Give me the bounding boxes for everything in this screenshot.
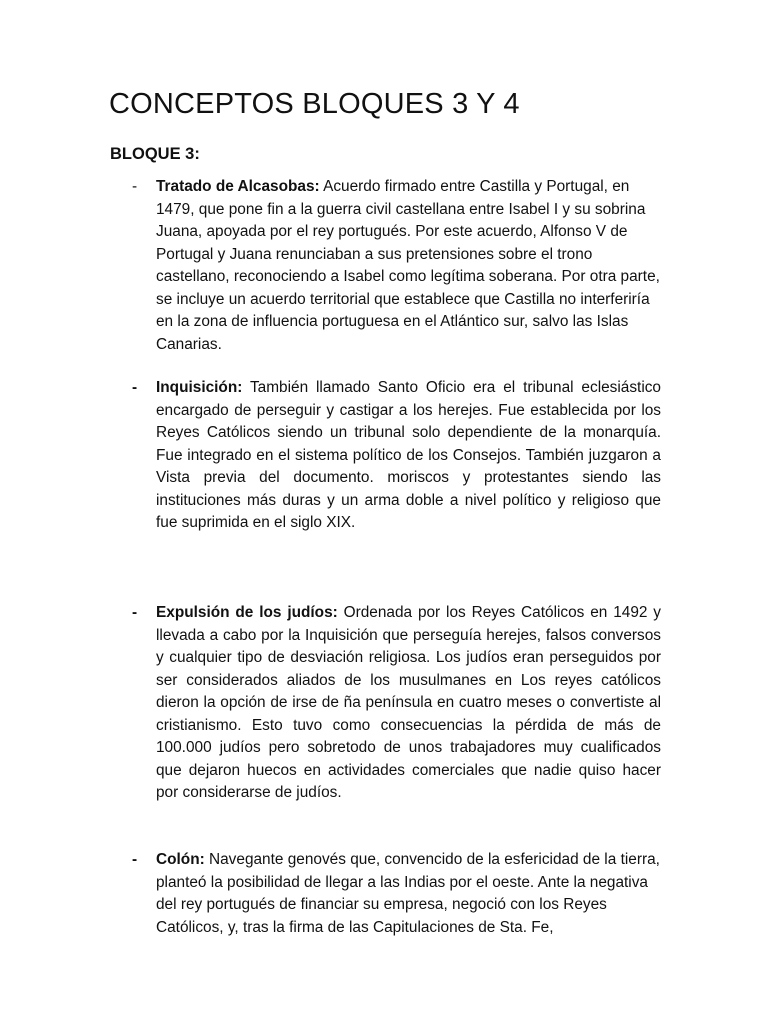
term-definition: También llamado Santo Oficio era el tribunal eclesiástico encargado de perseguir y castigar a los herejes. Fue establecida por los Reyes Católicos siendo un tribunal solo dependiente de la monarquía. Fue integrado en el sistema político de los Consejos. También juzgaron a Vista previa del documento. moriscos y protestantes siendo las instituciones más duras y un arma doble a nivel político y religioso que fue suprimida en el siglo XIX. xyxy=(156,379,661,531)
term-label: Inquisición: xyxy=(156,379,243,396)
list-item-expulsion-judios xyxy=(132,602,661,805)
list-bullet: - xyxy=(132,178,138,195)
list-item-inquisicion xyxy=(132,377,661,535)
term-definition: Navegante genovés que, convencido de la esfericidad de la tierra, planteó la posibilidad de llegar a las Indias por el oeste. Ante la negativa del rey portugués de financiar su empresa, negoció con los Reyes Católicos, y, tras la firma de las Capitulaciones de Sta. Fe, xyxy=(156,851,660,936)
section-heading: BLOQUE 3: xyxy=(110,145,200,163)
list-item-colon xyxy=(132,849,661,939)
term-label: Expulsión de los judíos: xyxy=(156,604,338,621)
term-label: Tratado de Alcasobas: xyxy=(156,178,320,195)
term-definition: Ordenada por los Reyes Católicos en 1492 y llevada a cabo por la Inquisición que perseguía herejes, falsos conversos y cualquier tipo de desviación religiosa. Los judíos eran perseguidos por ser considerados aliados de los musulmanes en Los reyes católicos dieron la opción de irse de ña península en cuatro meses o convertiste al cristianismo. Esto tuvo como consecuencias la pérdida de más de 100.000 judíos pero sobretodo de unos trabajadores muy cualificados que dejaron huecos en actividades comerciales que nadie quiso hacer por considerarse de judíos. xyxy=(156,604,661,801)
term-definition: Acuerdo firmado entre Castilla y Portugal, en 1479, que pone fin a la guerra civil castellana entre Isabel I y su sobrina Juana, apoyada por el rey portugués. Por este acuerdo, Alfonso V de Portugal y Juana renunciaban a sus pretensiones sobre el trono castellano, reconociendo a Isabel como legítima soberana. Por otra parte, se incluye un acuerdo territorial que establece que Castilla no interferiría en la zona de influencia portuguesa en el Atlántico sur, salvo las Islas Canarias. xyxy=(156,178,660,353)
document-title: CONCEPTOS BLOQUES 3 Y 4 xyxy=(109,88,520,120)
term-label: Colón: xyxy=(156,851,205,868)
list-bullet: - xyxy=(132,379,138,396)
list-bullet: - xyxy=(132,851,138,868)
list-item-tratado-alcasobas xyxy=(132,176,661,356)
list-bullet: - xyxy=(132,604,138,621)
